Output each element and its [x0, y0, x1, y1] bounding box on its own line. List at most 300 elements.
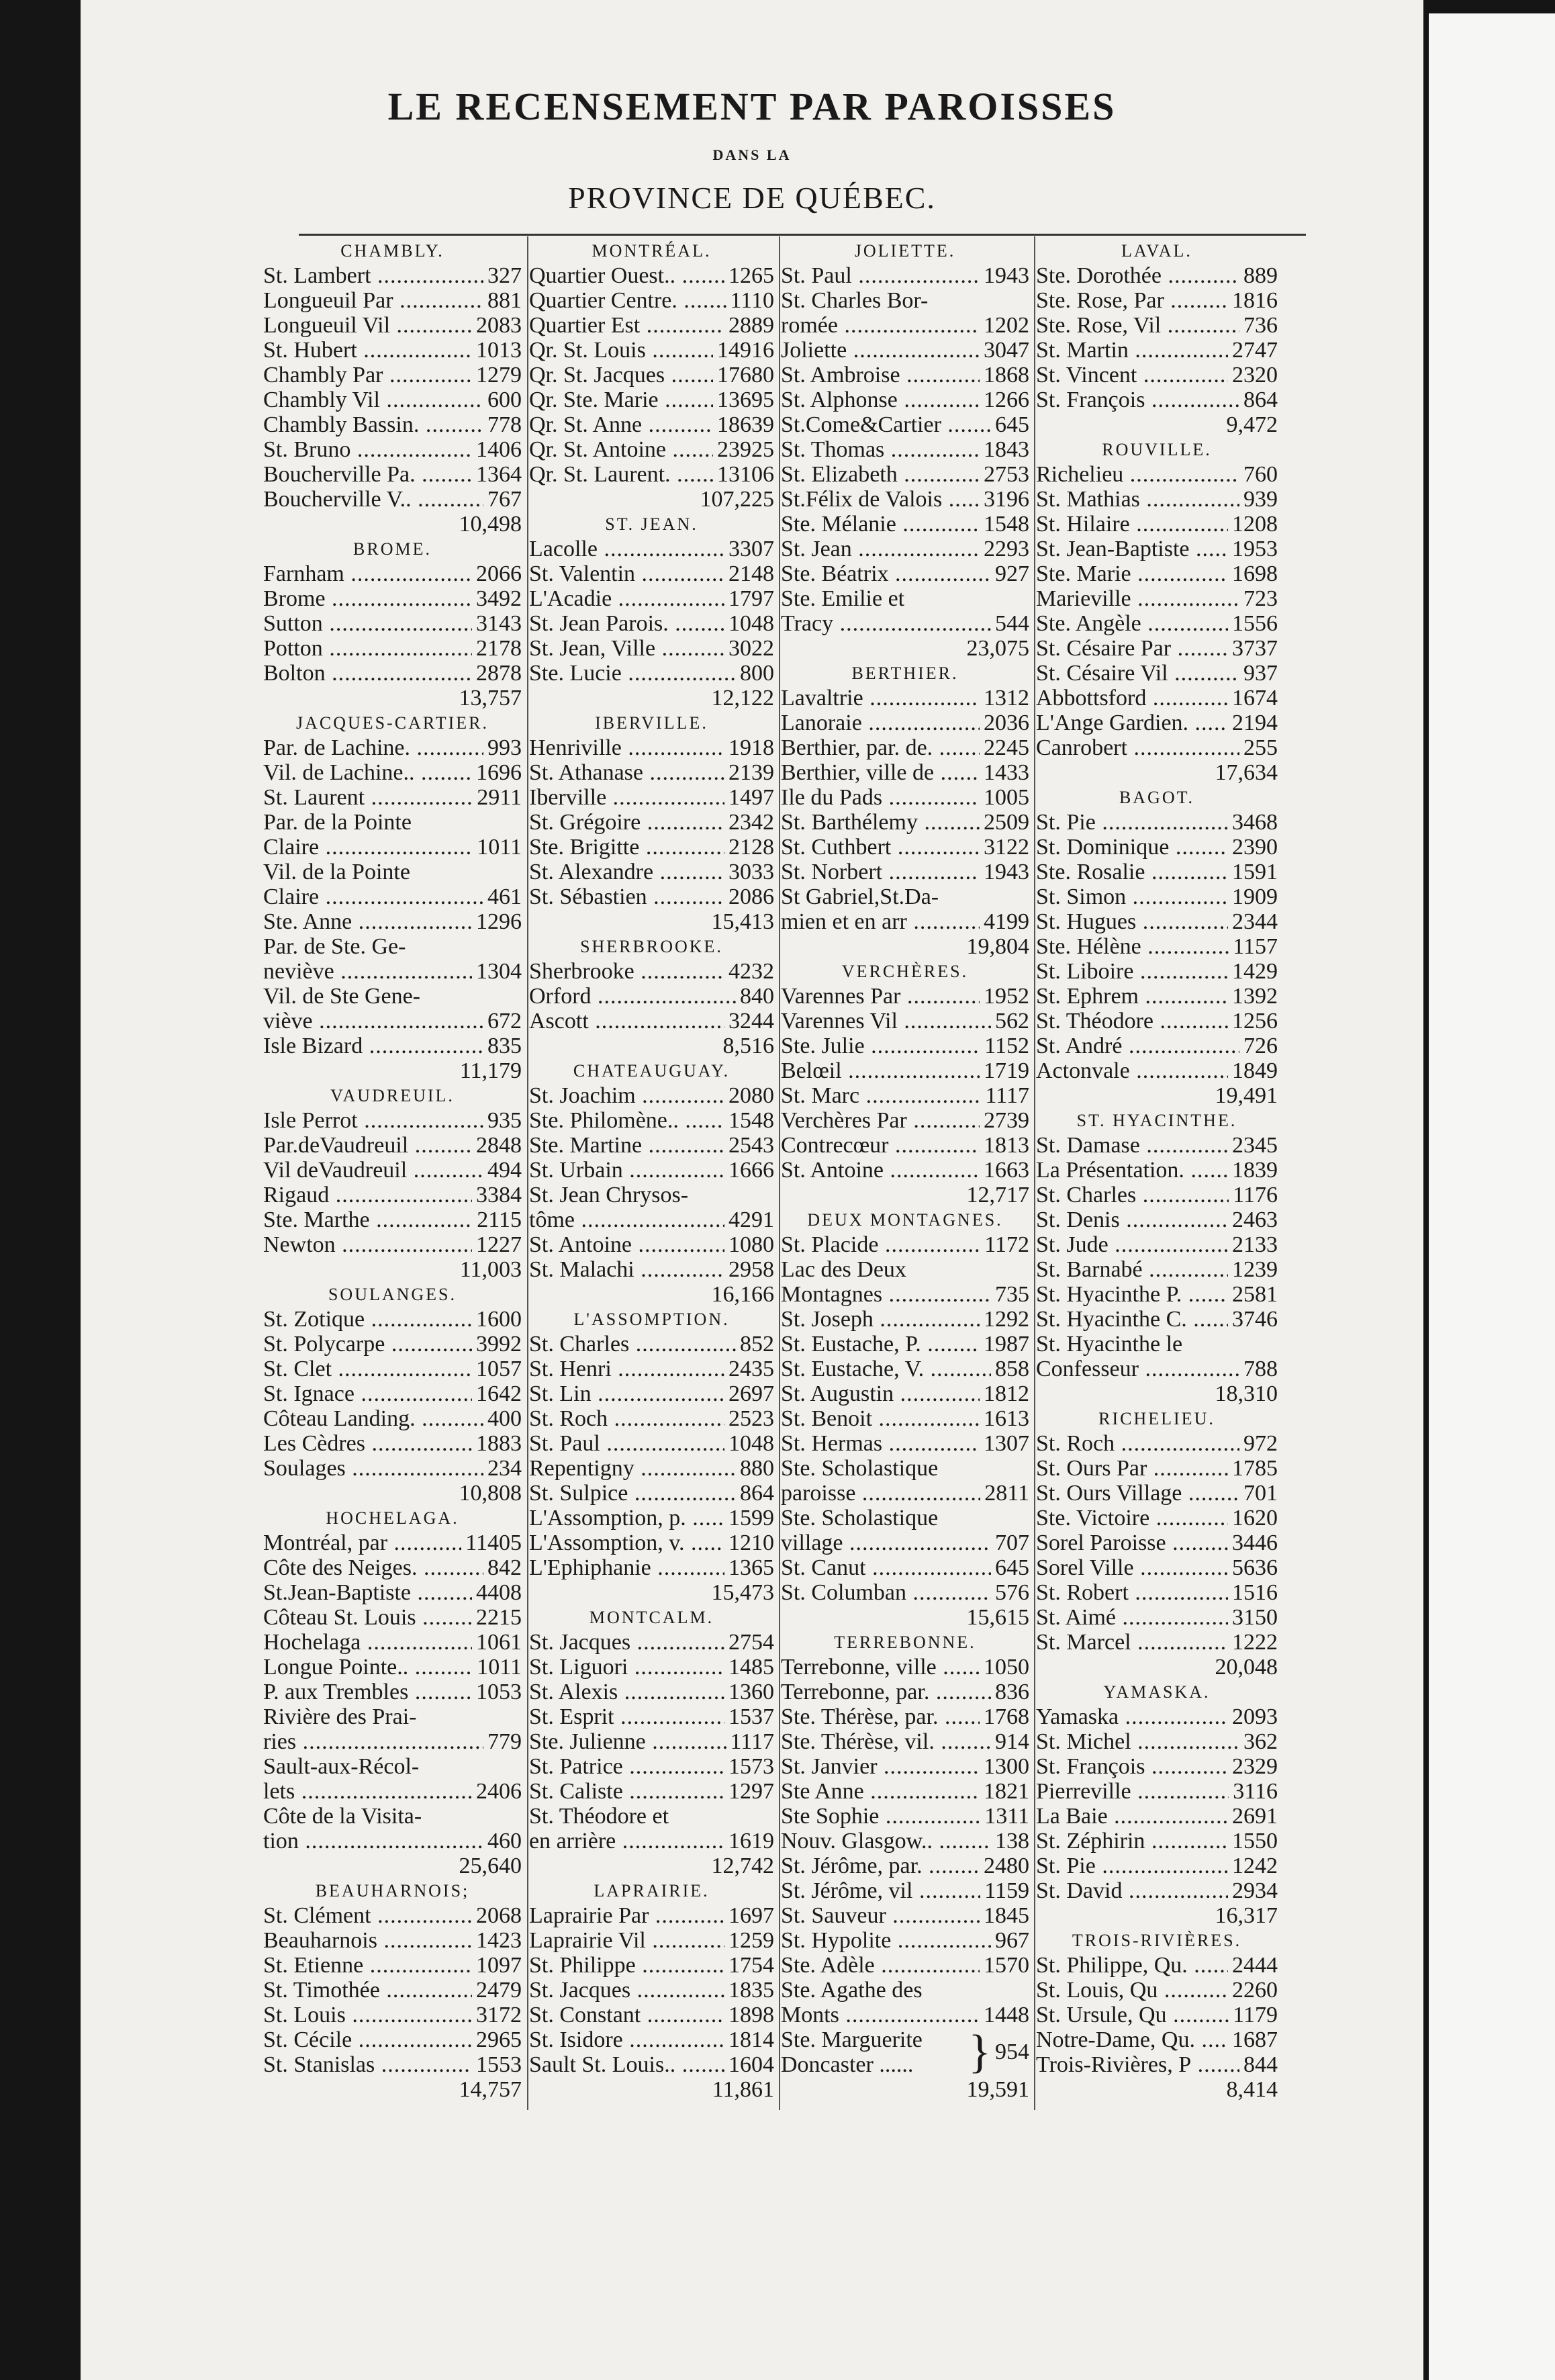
population-value: 864 — [740, 1481, 774, 1506]
population-value: 1179 — [1233, 2003, 1278, 2027]
county-total: 14,757 — [459, 2077, 522, 2102]
population-value: 1304 — [476, 959, 522, 984]
parish-row — [781, 1307, 1029, 1332]
population-value: 2344 — [1232, 909, 1278, 934]
parish-row — [781, 1058, 1029, 1083]
parish-row — [529, 1754, 774, 1779]
population-value: 736 — [1243, 313, 1278, 338]
parish-row — [263, 884, 522, 909]
parish-row — [529, 884, 774, 909]
population-value: 1312 — [984, 686, 1029, 711]
parish-row — [1036, 1257, 1278, 1282]
parish-name: St. Isidore ..... — [529, 2027, 724, 2052]
parish-row — [1036, 1034, 1278, 1058]
parish-name: Isle Bizard ..... — [263, 1034, 483, 1058]
population-value: 3116 — [1233, 1779, 1278, 1804]
parish-name: en arrière ..... — [529, 1829, 724, 1853]
parish-name: St. Malachi ..... — [529, 1257, 724, 1282]
parish-row — [1036, 1431, 1278, 1456]
parish-name: St. Roch ..... — [529, 1406, 724, 1431]
parish-row — [1036, 1829, 1278, 1853]
population-value: 1048 — [728, 611, 774, 636]
parish-name: L'Assomption, p. ..... — [529, 1506, 724, 1530]
population-value: 3022 — [728, 636, 774, 661]
county-total: 15,413 — [711, 909, 774, 934]
parish-row — [263, 1829, 522, 1853]
population-value: 13695 — [717, 387, 774, 412]
population-value: 2128 — [728, 835, 774, 860]
parish-row — [1036, 487, 1278, 512]
parish-row — [781, 1704, 1029, 1729]
parish-row — [1036, 934, 1278, 959]
population-value: 842 — [487, 1555, 522, 1580]
parish-row — [781, 984, 1029, 1009]
parish-name: Qr. St. Louis ..... — [529, 338, 713, 363]
population-value: 1392 — [1232, 984, 1278, 1009]
parish-name: St. Paul ..... — [529, 1431, 724, 1456]
population-value: 1953 — [1232, 537, 1278, 561]
population-value: 2083 — [476, 313, 522, 338]
parish-name: St. Hugues ..... — [1036, 909, 1228, 934]
parish-name: Berthier, ville de ..... — [781, 760, 980, 785]
parish-row — [263, 561, 522, 586]
population-value: 1845 — [984, 1903, 1029, 1928]
population-value: 3143 — [476, 611, 522, 636]
population-value: 2215 — [476, 1605, 522, 1630]
parish-name: viève ..... — [263, 1009, 483, 1034]
parish-row — [1036, 1530, 1278, 1555]
column-divider — [779, 236, 780, 2110]
parish-row — [529, 1406, 774, 1431]
parish-name: St. François ..... — [1036, 1754, 1228, 1779]
county-total: 15,473 — [711, 1580, 774, 1605]
parish-name: Contrecœur ..... — [781, 1133, 980, 1158]
parish-row — [263, 338, 522, 363]
parish-name: Ste. Martine ..... — [529, 1133, 724, 1158]
population-value: 1159 — [984, 1878, 1029, 1903]
population-value: 2086 — [728, 884, 774, 909]
population-value: 1266 — [984, 387, 1029, 412]
parish-name: Abbottsford ..... — [1036, 686, 1228, 711]
parish-row — [529, 437, 774, 462]
parish-name-line: Lac des Deux — [781, 1257, 906, 1282]
parish-name: Par. de Lachine. ..... — [263, 735, 483, 760]
population-value: 576 — [995, 1580, 1029, 1605]
parish-row — [529, 1481, 774, 1506]
parish-row — [1036, 1704, 1278, 1729]
parish-row — [781, 1853, 1029, 1878]
county-heading: BEAUHARNOIS; — [315, 1881, 470, 1901]
parish-row — [263, 1953, 522, 1978]
parish-row — [529, 537, 774, 561]
population-value: 4291 — [728, 1207, 774, 1232]
parish-row — [529, 835, 774, 860]
county-total: 20,048 — [1215, 1655, 1278, 1680]
parish-name: Ste. Anne ..... — [263, 909, 472, 934]
column-divider — [527, 236, 528, 2110]
parish-row — [781, 363, 1029, 387]
parish-name: Henriville ..... — [529, 735, 724, 760]
parish-row — [781, 1804, 1029, 1829]
parish-row — [781, 1829, 1029, 1853]
parish-name: St.Come&Cartier ..... — [781, 412, 991, 437]
parish-row — [263, 487, 522, 512]
parish-row — [263, 735, 522, 760]
parish-name: Confesseur ..... — [1036, 1357, 1239, 1381]
parish-name-line: Côte de la Visita- — [263, 1804, 422, 1829]
column-divider — [1034, 236, 1035, 2110]
parish-row — [263, 1630, 522, 1655]
parish-row — [529, 636, 774, 661]
parish-row — [529, 263, 774, 288]
parish-row — [781, 1555, 1029, 1580]
population-value: 2911 — [477, 785, 522, 810]
parish-row — [1036, 611, 1278, 636]
parish-row — [781, 412, 1029, 437]
parish-name: Quartier Ouest.. ..... — [529, 263, 724, 288]
parish-name: St. Zéphirin ..... — [1036, 1829, 1228, 1853]
parish-row — [263, 363, 522, 387]
population-value: 2479 — [476, 1978, 522, 2003]
population-value: 1674 — [1232, 686, 1278, 711]
parish-row — [1036, 1804, 1278, 1829]
parish-name: St. David ..... — [1036, 1878, 1228, 1903]
parish-name: St. Vincent ..... — [1036, 363, 1228, 387]
parish-name: St. Eustache, P. ..... — [781, 1332, 980, 1357]
parish-row — [529, 313, 774, 338]
parish-row — [529, 1729, 774, 1754]
parish-row — [781, 387, 1029, 412]
parish-row — [1036, 1953, 1278, 1978]
population-value: 1839 — [1232, 1158, 1278, 1183]
parish-row — [1036, 1357, 1278, 1381]
parish-name: Ste. Angèle ..... — [1036, 611, 1228, 636]
county-total: 10,498 — [459, 512, 522, 537]
parish-row — [1036, 636, 1278, 661]
parish-row — [1036, 959, 1278, 984]
population-value: 726 — [1243, 1034, 1278, 1058]
parish-row — [529, 785, 774, 810]
population-value: 2697 — [728, 1381, 774, 1406]
parish-name: St. Columban ..... — [781, 1580, 991, 1605]
parish-row — [529, 387, 774, 412]
population-value: 1556 — [1232, 611, 1278, 636]
parish-row — [529, 1779, 774, 1804]
population-value: 1548 — [984, 512, 1029, 537]
parish-row — [781, 686, 1029, 711]
parish-row — [781, 338, 1029, 363]
county-total: 11,003 — [459, 1257, 522, 1282]
parish-row — [1036, 1630, 1278, 1655]
parish-row — [529, 288, 774, 313]
population-value: 735 — [995, 1282, 1029, 1307]
parish-name: P. aux Trembles ..... — [263, 1680, 472, 1704]
population-value: 1843 — [984, 437, 1029, 462]
population-value: 707 — [995, 1530, 1029, 1555]
parish-name: St. Clément ..... — [263, 1903, 472, 1928]
parish-name: St. Jean-Baptiste ..... — [1036, 537, 1228, 561]
parish-name: St. Ursule, Qu ..... — [1036, 2003, 1229, 2027]
parish-name: Chambly Vil ..... — [263, 387, 483, 412]
population-value: 1698 — [1232, 561, 1278, 586]
parish-row — [529, 1232, 774, 1257]
population-value: 327 — [487, 263, 522, 288]
population-value: 1943 — [984, 860, 1029, 884]
parish-row — [263, 1779, 522, 1804]
population-value: 2345 — [1232, 1133, 1278, 1158]
parish-name: St. Grégoire ..... — [529, 810, 724, 835]
parish-row — [781, 1928, 1029, 1953]
parish-row — [263, 1655, 522, 1680]
parish-name: Ste Sophie ..... — [781, 1804, 980, 1829]
population-value: 3244 — [728, 1009, 774, 1034]
population-value: 2747 — [1232, 338, 1278, 363]
parish-name: Ste. Marie ..... — [1036, 561, 1228, 586]
county-total: 11,861 — [712, 2077, 774, 2102]
county-heading: IBERVILLE. — [595, 713, 708, 733]
population-value: 2691 — [1232, 1804, 1278, 1829]
page-subtitle: DANS LA — [712, 146, 792, 163]
parish-name: St. Martin ..... — [1036, 338, 1228, 363]
population-value: 2260 — [1232, 1978, 1278, 2003]
population-value: 1152 — [984, 1034, 1029, 1058]
parish-name: St. Jean Parois. ..... — [529, 611, 724, 636]
parish-name: La Baie ..... — [1036, 1804, 1228, 1829]
parish-row — [529, 586, 774, 611]
population-value: 2958 — [728, 1257, 774, 1282]
population-value: 2148 — [728, 561, 774, 586]
parish-row — [781, 860, 1029, 884]
population-value: 1433 — [984, 760, 1029, 785]
parish-name: St. Charles ..... — [529, 1332, 736, 1357]
population-value: 2754 — [728, 1630, 774, 1655]
county-total: 16,317 — [1215, 1903, 1278, 1928]
parish-row — [1036, 1978, 1278, 2003]
county-total: 17,634 — [1215, 760, 1278, 785]
parish-name-line: St. Charles Bor- — [781, 288, 929, 313]
parish-name-line: St. Jean Chrysos- — [529, 1183, 689, 1207]
parish-row — [1036, 661, 1278, 686]
parish-name: Lacolle ..... — [529, 537, 724, 561]
parish-name: tôme ..... — [529, 1207, 724, 1232]
parish-name: St. Denis ..... — [1036, 1207, 1228, 1232]
parish-name: Les Cèdres ..... — [263, 1431, 472, 1456]
population-value: 461 — [487, 884, 522, 909]
parish-name: Par.deVaudreuil ..... — [263, 1133, 472, 1158]
parish-name: Ste. Marthe ..... — [263, 1207, 473, 1232]
parish-row — [263, 2052, 522, 2077]
parish-row — [1036, 1183, 1278, 1207]
population-value: 1952 — [984, 984, 1029, 1009]
county-heading: LAPRAIRIE. — [594, 1881, 710, 1901]
population-value: 1516 — [1232, 1580, 1278, 1605]
population-value: 1604 — [728, 2052, 774, 2077]
parish-row — [529, 860, 774, 884]
parish-row — [1036, 586, 1278, 611]
parish-name: Quartier Est ..... — [529, 313, 724, 338]
population-value: 14916 — [717, 338, 774, 363]
population-value: 2753 — [984, 462, 1029, 487]
parish-row — [263, 661, 522, 686]
bracketed-parish-group — [781, 2027, 1029, 2077]
population-value: 2406 — [476, 1779, 522, 1804]
population-value: 544 — [995, 611, 1029, 636]
parish-name: Qr. St. Jacques ..... — [529, 363, 713, 387]
county-heading: ROUVILLE. — [1102, 440, 1212, 459]
population-value: 3992 — [476, 1332, 522, 1357]
population-value: 1620 — [1232, 1506, 1278, 1530]
parish-row — [781, 263, 1029, 288]
parish-row — [263, 1978, 522, 2003]
population-value: 3150 — [1232, 1605, 1278, 1630]
parish-row — [529, 1506, 774, 1530]
parish-name: St.Jean-Baptiste ..... — [263, 1580, 472, 1605]
parish-row — [263, 1406, 522, 1431]
parish-name-line: Ste. Scholastique — [781, 1506, 939, 1530]
parish-row — [263, 1332, 522, 1357]
county-total: 8,414 — [1226, 2077, 1278, 2102]
parish-row — [1036, 561, 1278, 586]
parish-name: St. Etienne ..... — [263, 1953, 472, 1978]
population-value: 954 — [995, 2040, 1029, 2064]
parish-row — [529, 1332, 774, 1357]
population-value: 1719 — [984, 1058, 1029, 1083]
parish-row — [263, 1158, 522, 1183]
population-value: 18639 — [717, 412, 774, 437]
population-value: 972 — [1243, 1431, 1278, 1456]
parish-row — [781, 1083, 1029, 1108]
parish-name: Marieville ..... — [1036, 586, 1239, 611]
population-value: 1157 — [1233, 934, 1278, 959]
population-value: 1061 — [476, 1630, 522, 1655]
population-value: 2178 — [476, 636, 522, 661]
population-value: 255 — [1243, 735, 1278, 760]
population-value: 1663 — [984, 1158, 1029, 1183]
parish-name: St. Benoit ..... — [781, 1406, 980, 1431]
population-value: 3196 — [984, 487, 1029, 512]
parish-row — [263, 760, 522, 785]
population-value: 1227 — [476, 1232, 522, 1257]
population-value: 881 — [487, 288, 522, 313]
parish-name-line: Ste. Scholastique — [781, 1456, 939, 1481]
parish-name: L'Ange Gardien. ..... — [1036, 711, 1228, 735]
parish-name: St. Stanislas ..... — [263, 2052, 472, 2077]
parish-name: Potton ..... — [263, 636, 472, 661]
population-value: 2329 — [1232, 1754, 1278, 1779]
parish-name: St. Cuthbert ..... — [781, 835, 980, 860]
parish-row — [781, 1034, 1029, 1058]
parish-row — [529, 1680, 774, 1704]
parish-name: St. Lambert ..... — [263, 263, 483, 288]
parish-row — [263, 313, 522, 338]
parish-row — [1036, 363, 1278, 387]
parish-name: Boucherville V.. ..... — [263, 487, 483, 512]
parish-name: Ste. Hélène ..... — [1036, 934, 1229, 959]
parish-name: Ste. Mélanie ..... — [781, 512, 980, 537]
parish-row — [781, 1779, 1029, 1804]
parish-row — [263, 288, 522, 313]
parish-name: St. Mathias ..... — [1036, 487, 1239, 512]
parish-name: Sorel Paroisse ..... — [1036, 1530, 1228, 1555]
parish-row — [781, 1406, 1029, 1431]
parish-name: Laprairie Vil ..... — [529, 1928, 724, 1953]
parish-name: St. Antoine ..... — [781, 1158, 980, 1183]
parish-name: St. Dominique ..... — [1036, 835, 1228, 860]
parish-name: St. Patrice ..... — [529, 1754, 724, 1779]
parish-name: Chambly Bassin. ..... — [263, 412, 483, 437]
population-value: 2889 — [728, 313, 774, 338]
parish-name: St. Césaire Par ..... — [1036, 636, 1228, 661]
parish-name: Joliette ..... — [781, 338, 980, 363]
parish-row — [1036, 735, 1278, 760]
parish-row — [529, 1009, 774, 1034]
parish-name: L'Acadie ..... — [529, 586, 724, 611]
parish-name: St. Aimé ..... — [1036, 1605, 1228, 1630]
parish-name: St. Jacques ..... — [529, 1978, 724, 2003]
parish-row — [529, 984, 774, 1009]
population-value: 1013 — [476, 338, 522, 363]
parish-name: Farnham ..... — [263, 561, 472, 586]
census-column-3 — [781, 238, 1029, 2102]
parish-name: Ile du Pads ..... — [781, 785, 980, 810]
parish-row — [263, 1605, 522, 1630]
parish-row — [781, 835, 1029, 860]
population-value: 494 — [487, 1158, 522, 1183]
parish-row — [263, 1108, 522, 1133]
parish-name: St. Clet ..... — [263, 1357, 472, 1381]
population-value: 1080 — [728, 1232, 774, 1257]
population-value: 1797 — [728, 586, 774, 611]
parish-name: St. Sébastien ..... — [529, 884, 724, 909]
parish-name: Longue Pointe.. ..... — [263, 1655, 473, 1680]
population-value: 835 — [487, 1034, 522, 1058]
parish-name: St. Canut ..... — [781, 1555, 991, 1580]
parish-row — [781, 1133, 1029, 1158]
parish-name: Montréal, par ..... — [263, 1530, 461, 1555]
parish-name: Ste Anne ..... — [781, 1779, 980, 1804]
population-value: 1642 — [476, 1381, 522, 1406]
population-value: 914 — [995, 1729, 1029, 1754]
population-value: 1849 — [1232, 1058, 1278, 1083]
parish-row — [781, 1108, 1029, 1133]
parish-name-line: Sault-aux-Récol- — [263, 1754, 420, 1779]
population-value: 701 — [1243, 1481, 1278, 1506]
population-value: 1485 — [728, 1655, 774, 1680]
parish-row — [263, 1580, 522, 1605]
population-value: 927 — [995, 561, 1029, 586]
census-column-2 — [529, 238, 774, 2102]
parish-name: St. Ambroise ..... — [781, 363, 980, 387]
parish-row — [781, 2003, 1029, 2027]
population-value: 3384 — [476, 1183, 522, 1207]
population-value: 1613 — [984, 1406, 1029, 1431]
parish-name: St. Simon ..... — [1036, 884, 1228, 909]
parish-name: St. Louis, Qu ..... — [1036, 1978, 1228, 2003]
population-value: 1297 — [728, 1779, 774, 1804]
parish-row — [1036, 1307, 1278, 1332]
parish-row — [529, 338, 774, 363]
parish-name: St. Barthélemy ..... — [781, 810, 980, 835]
parish-name: Boucherville Pa. ..... — [263, 462, 472, 487]
parish-row — [529, 1704, 774, 1729]
parish-name: St. André ..... — [1036, 1034, 1239, 1058]
population-value: 1696 — [476, 760, 522, 785]
parish-name: L'Ephiphanie ..... — [529, 1555, 724, 1580]
parish-name: Pierreville ..... — [1036, 1779, 1229, 1804]
parish-row — [781, 1431, 1029, 1456]
parish-row — [1036, 1555, 1278, 1580]
population-value: 1448 — [984, 2003, 1029, 2027]
